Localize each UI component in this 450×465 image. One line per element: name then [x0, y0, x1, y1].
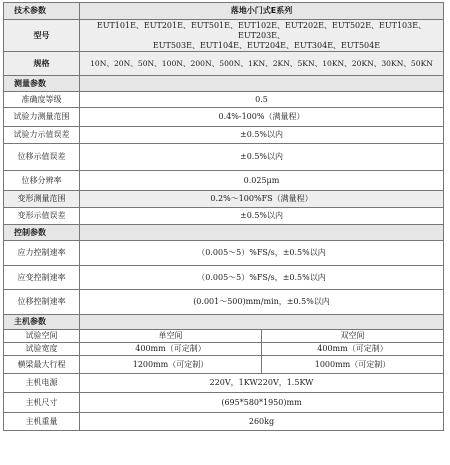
header-label: 技术参数 [4, 3, 80, 20]
row-value: ±0.5%以内 [80, 144, 444, 171]
row-label: 位移分辨率 [4, 171, 80, 191]
table-row [4, 144, 444, 171]
row-value: (695*580*1950)mm [80, 393, 444, 413]
models-row [4, 20, 444, 52]
row-value: ±0.5%以内 [80, 127, 444, 144]
row-label: 主机重量 [4, 413, 80, 431]
row-value: ±0.5%以内 [80, 208, 444, 225]
table-row [4, 241, 444, 266]
row-label: 位移控制速率 [4, 290, 80, 315]
row-label: 试验宽度 [4, 343, 80, 356]
section-title: 测量参数 [4, 76, 80, 92]
row-label: 应变控制速率 [4, 266, 80, 290]
single-value: 400mm（可定制） [80, 343, 262, 356]
section-title: 控制参数 [4, 225, 80, 241]
row-label: 试验力示值误差 [4, 127, 80, 144]
row-label: 横梁最大行程 [4, 356, 80, 374]
table-row [4, 343, 444, 356]
table-row [4, 127, 444, 144]
row-value: 220V，1KW220V，1.5KW [80, 374, 444, 393]
models-label: 型号 [4, 20, 80, 52]
row-label: 主机电源 [4, 374, 80, 393]
row-label: 试验力测量范围 [4, 108, 80, 127]
section-host [4, 315, 444, 330]
row-label: 准确度等级 [4, 92, 80, 108]
row-label: 主机尺寸 [4, 393, 80, 413]
row-value: 0.2%～100%FS（满量程） [80, 191, 444, 208]
section-control [4, 225, 444, 241]
section-title: 主机参数 [4, 315, 80, 330]
spec-value: 10N、20N、50N、100N、200N、500N、1KN、2KN、5KN、10KN、20KN、30KN、50KN [80, 52, 444, 76]
row-value: 0.025μm [80, 171, 444, 191]
table-row [4, 413, 444, 431]
row-label: 位移示值误差 [4, 144, 80, 171]
row-label: 变形示值误差 [4, 208, 80, 225]
table-row [4, 108, 444, 127]
models-value [80, 20, 444, 52]
table-row [4, 356, 444, 374]
row-value: 260kg [80, 413, 444, 431]
row-label: 试验空间 [4, 330, 80, 343]
row-value: (0.001～500)mm/min，±0.5%以内 [80, 290, 444, 315]
section-measure [4, 76, 444, 92]
single-value: 1200mm（可定制） [80, 356, 262, 374]
row-value: 0.5 [80, 92, 444, 108]
single-value: 单空间 [80, 330, 262, 343]
row-value: （0.005～5）%FS/s，±0.5%以内 [80, 241, 444, 266]
models-line-2: EUT503E、EUT104E、EUT204E、EUT304E、EUT504E [152, 40, 381, 50]
spec-row [4, 52, 444, 76]
row-label: 变形测量范围 [4, 191, 80, 208]
table-row [4, 92, 444, 108]
table-row [4, 330, 444, 343]
double-value: 1000mm（可定制） [262, 356, 444, 374]
spec-table [3, 2, 444, 431]
table-row [4, 208, 444, 225]
row-value: （0.005～5）%FS/s，±0.5%以内 [80, 266, 444, 290]
spec-label: 规格 [4, 52, 80, 76]
header-row [4, 3, 444, 20]
double-value: 双空间 [262, 330, 444, 343]
models-line-1: EUT101E、EUT201E、EUT501E、EUT102E、EUT202E、EUT502E、EUT103E、EUT203E、 [96, 20, 427, 40]
series-title: 落地小门式E系列 [80, 3, 444, 20]
table-row [4, 393, 444, 413]
table-row [4, 171, 444, 191]
table-row [4, 374, 444, 393]
row-label: 应力控制速率 [4, 241, 80, 266]
row-value: 0.4%-100%（满量程） [80, 108, 444, 127]
table-row [4, 290, 444, 315]
double-value: 400mm（可定制） [262, 343, 444, 356]
table-row [4, 191, 444, 208]
table-row [4, 266, 444, 290]
